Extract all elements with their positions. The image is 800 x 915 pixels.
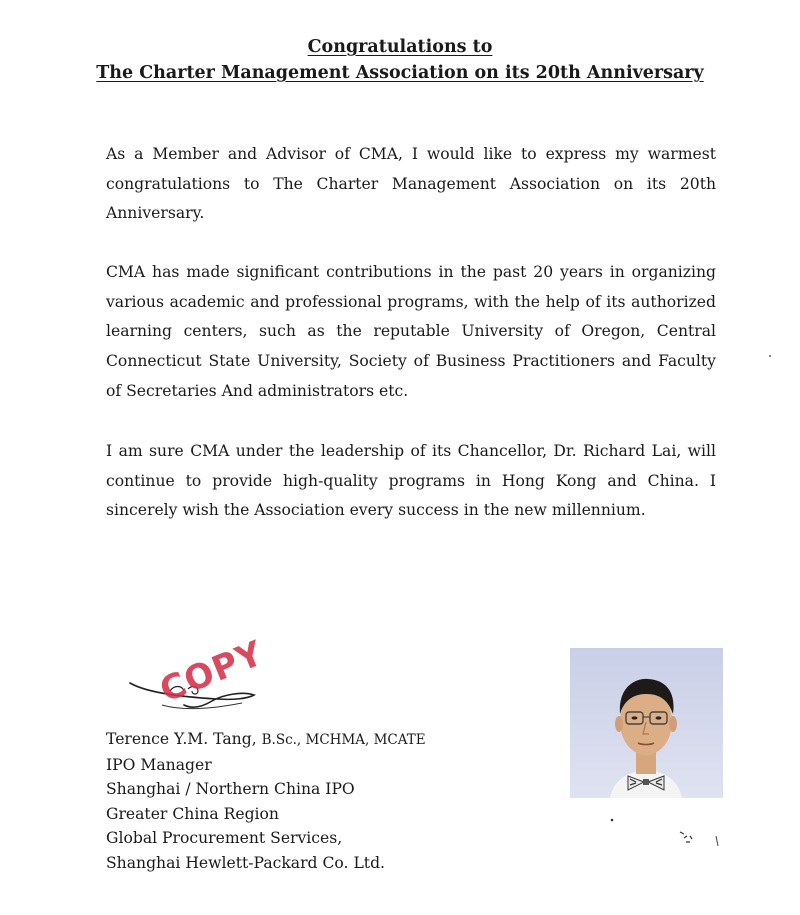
letter-title <box>0 34 800 86</box>
copy-stamp: COPY <box>154 633 269 711</box>
title-line-1: Congratulations to <box>307 37 493 57</box>
signatory-company: Shanghai Hewlett-Packard Co. Ltd. <box>106 853 386 872</box>
signatory-office: Shanghai / Northern China IPO <box>106 780 355 798</box>
signatory-title: IPO Manager <box>106 755 212 774</box>
signatory-region: Greater China Region <box>106 804 279 823</box>
title-line-2: The Charter Management Association on its 20th Anniversary <box>96 63 704 83</box>
signatory-name: Terence Y.M. Tang, <box>106 730 257 748</box>
paragraph-3: I am sure CMA under the leadership of its Chancellor, Dr. Richard Lai, will continue to provide high-quality programs in Hong Kong and China. I sincerely wish the Association every success in the new millennium. <box>106 442 716 520</box>
signatory-department: Global Procurement Services, <box>106 829 343 847</box>
paragraph-2: CMA has made significant contributions in the past 20 years in organizing various academic and professional programs, with the help of its authorized learning centers, such as the reputable University of Oregon, Central Connecticut State University, Society of Business Practitioners and Faculty of Secretaries And administrators etc. <box>106 263 716 400</box>
portrait-photo-icon <box>570 648 723 826</box>
signatory-credentials: B.Sc., MCHMA, MCATE <box>261 732 426 748</box>
paragraph-1: As a Member and Advisor of CMA, I would like to express my warmest congratulations to The Charter Management Association on its 20th Anniversary. <box>106 145 716 223</box>
signatory-name-line <box>106 727 426 753</box>
signatory-block <box>106 727 426 875</box>
